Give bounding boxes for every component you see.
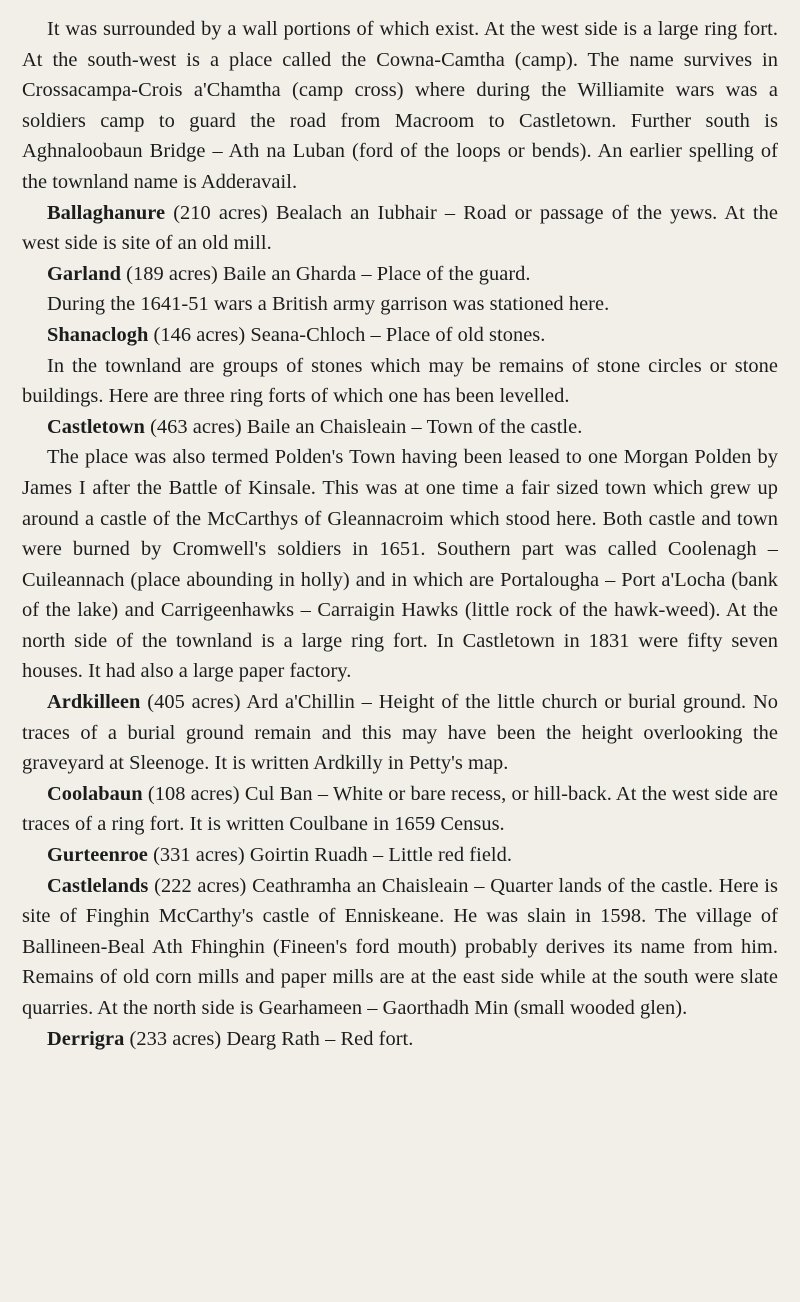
townland-name: Gurteenroe	[47, 844, 148, 867]
entry-text: (210 acres) Bealach an Iubhair – Road or passage of the yews. At the west side is site of an old mill.	[22, 201, 778, 255]
townland-name: Shanaclogh	[47, 323, 149, 346]
townland-name: Derrigra	[47, 1027, 125, 1050]
entry-text: (189 acres) Baile an Gharda – Place of the guard.	[121, 262, 531, 285]
entry-text: (233 acres) Dearg Rath – Red fort.	[124, 1027, 414, 1050]
entry-castletown	[22, 412, 778, 443]
entry-coolabaun	[22, 779, 778, 840]
paragraph-shanaclogh-note	[22, 351, 778, 412]
entry-gurteenroe	[22, 840, 778, 871]
entry-ballaghanure	[22, 198, 778, 259]
paragraph-garland-note	[22, 289, 778, 320]
entry-text: (463 acres) Baile an Chaisleain – Town of the castle.	[144, 415, 583, 438]
entry-text: (222 acres) Ceathramha an Chaisleain – Quarter lands of the castle. Here is site of Finghin McCarthy's castle of Enniskeane. He was slain in 1598. The village of Ballineen-Beal Ath Fhinghin (Fineen's ford mouth) probably derives its name from him. Remains of old corn mills and paper mills are at the east side while at the south were slate quarries. At the north side is Gearhameen – Gaorthadh Min (small wooded glen).	[22, 874, 778, 1019]
entry-derrigra	[22, 1024, 778, 1055]
paragraph-intro	[22, 14, 778, 198]
paragraph-text: In the townland are groups of stones which may be remains of stone circles or stone buildings. Here are three ring forts of which one has been levelled.	[22, 354, 778, 408]
paragraph-castletown-note	[22, 442, 778, 687]
townland-name: Coolabaun	[47, 782, 143, 805]
paragraph-text: During the 1641-51 wars a British army garrison was stationed here.	[47, 293, 610, 316]
entry-ardkilleen	[22, 687, 778, 779]
townland-name: Garland	[47, 262, 121, 285]
paragraph-text: The place was also termed Polden's Town having been leased to one Morgan Polden by James I after the Battle of Kinsale. This was at one time a fair sized town which grew up around a castle of the McCarthys of Gleannacroim which stood here. Both castle and town were burned by Cromwell's soldiers in 1651. Southern part was called Coolenagh – Cuileannach (place abounding in holly) and in which are Portalougha – Port a'Locha (bank of the lake) and Carrigeenhawks – Carraigin Hawks (little rock of the hawk-weed). At the north side of the townland is a large ring fort. In Castletown in 1831 were fifty seven houses. It had also a large paper factory.	[22, 446, 778, 683]
townland-name: Ballaghanure	[47, 201, 166, 224]
entry-text: (146 acres) Seana-Chloch – Place of old stones.	[148, 323, 546, 346]
paragraph-text: It was surrounded by a wall portions of which exist. At the west side is a large ring fort. At the south-west is a place called the Cowna-Camtha (camp). The name survives in Crossacampa-Crois a'Chamtha (camp cross) where during the Williamite wars was a soldiers camp to guard the road from Macroom to Castletown. Further south is Aghnaloobaun Bridge – Ath na Luban (ford of the loops or bends). An earlier spelling of the townland name is Adderavail.	[22, 18, 778, 193]
entry-shanaclogh	[22, 320, 778, 351]
townland-name: Castlelands	[47, 874, 149, 897]
townland-name: Castletown	[47, 415, 145, 438]
entry-castlelands	[22, 871, 778, 1024]
entry-text: (331 acres) Goirtin Ruadh – Little red field.	[147, 844, 513, 867]
entry-text: (108 acres) Cul Ban – White or bare recess, or hill-back. At the west side are traces of a ring fort. It is written Coulbane in 1659 Census.	[22, 782, 778, 836]
townland-name: Ardkilleen	[47, 691, 141, 714]
entry-garland	[22, 259, 778, 290]
entry-text: (405 acres) Ard a'Chillin – Height of the little church or burial ground. No traces of a burial ground remain and this may have been the height overlooking the graveyard at Sleenoge. It is written Ardkilly in Petty's map.	[22, 691, 778, 775]
